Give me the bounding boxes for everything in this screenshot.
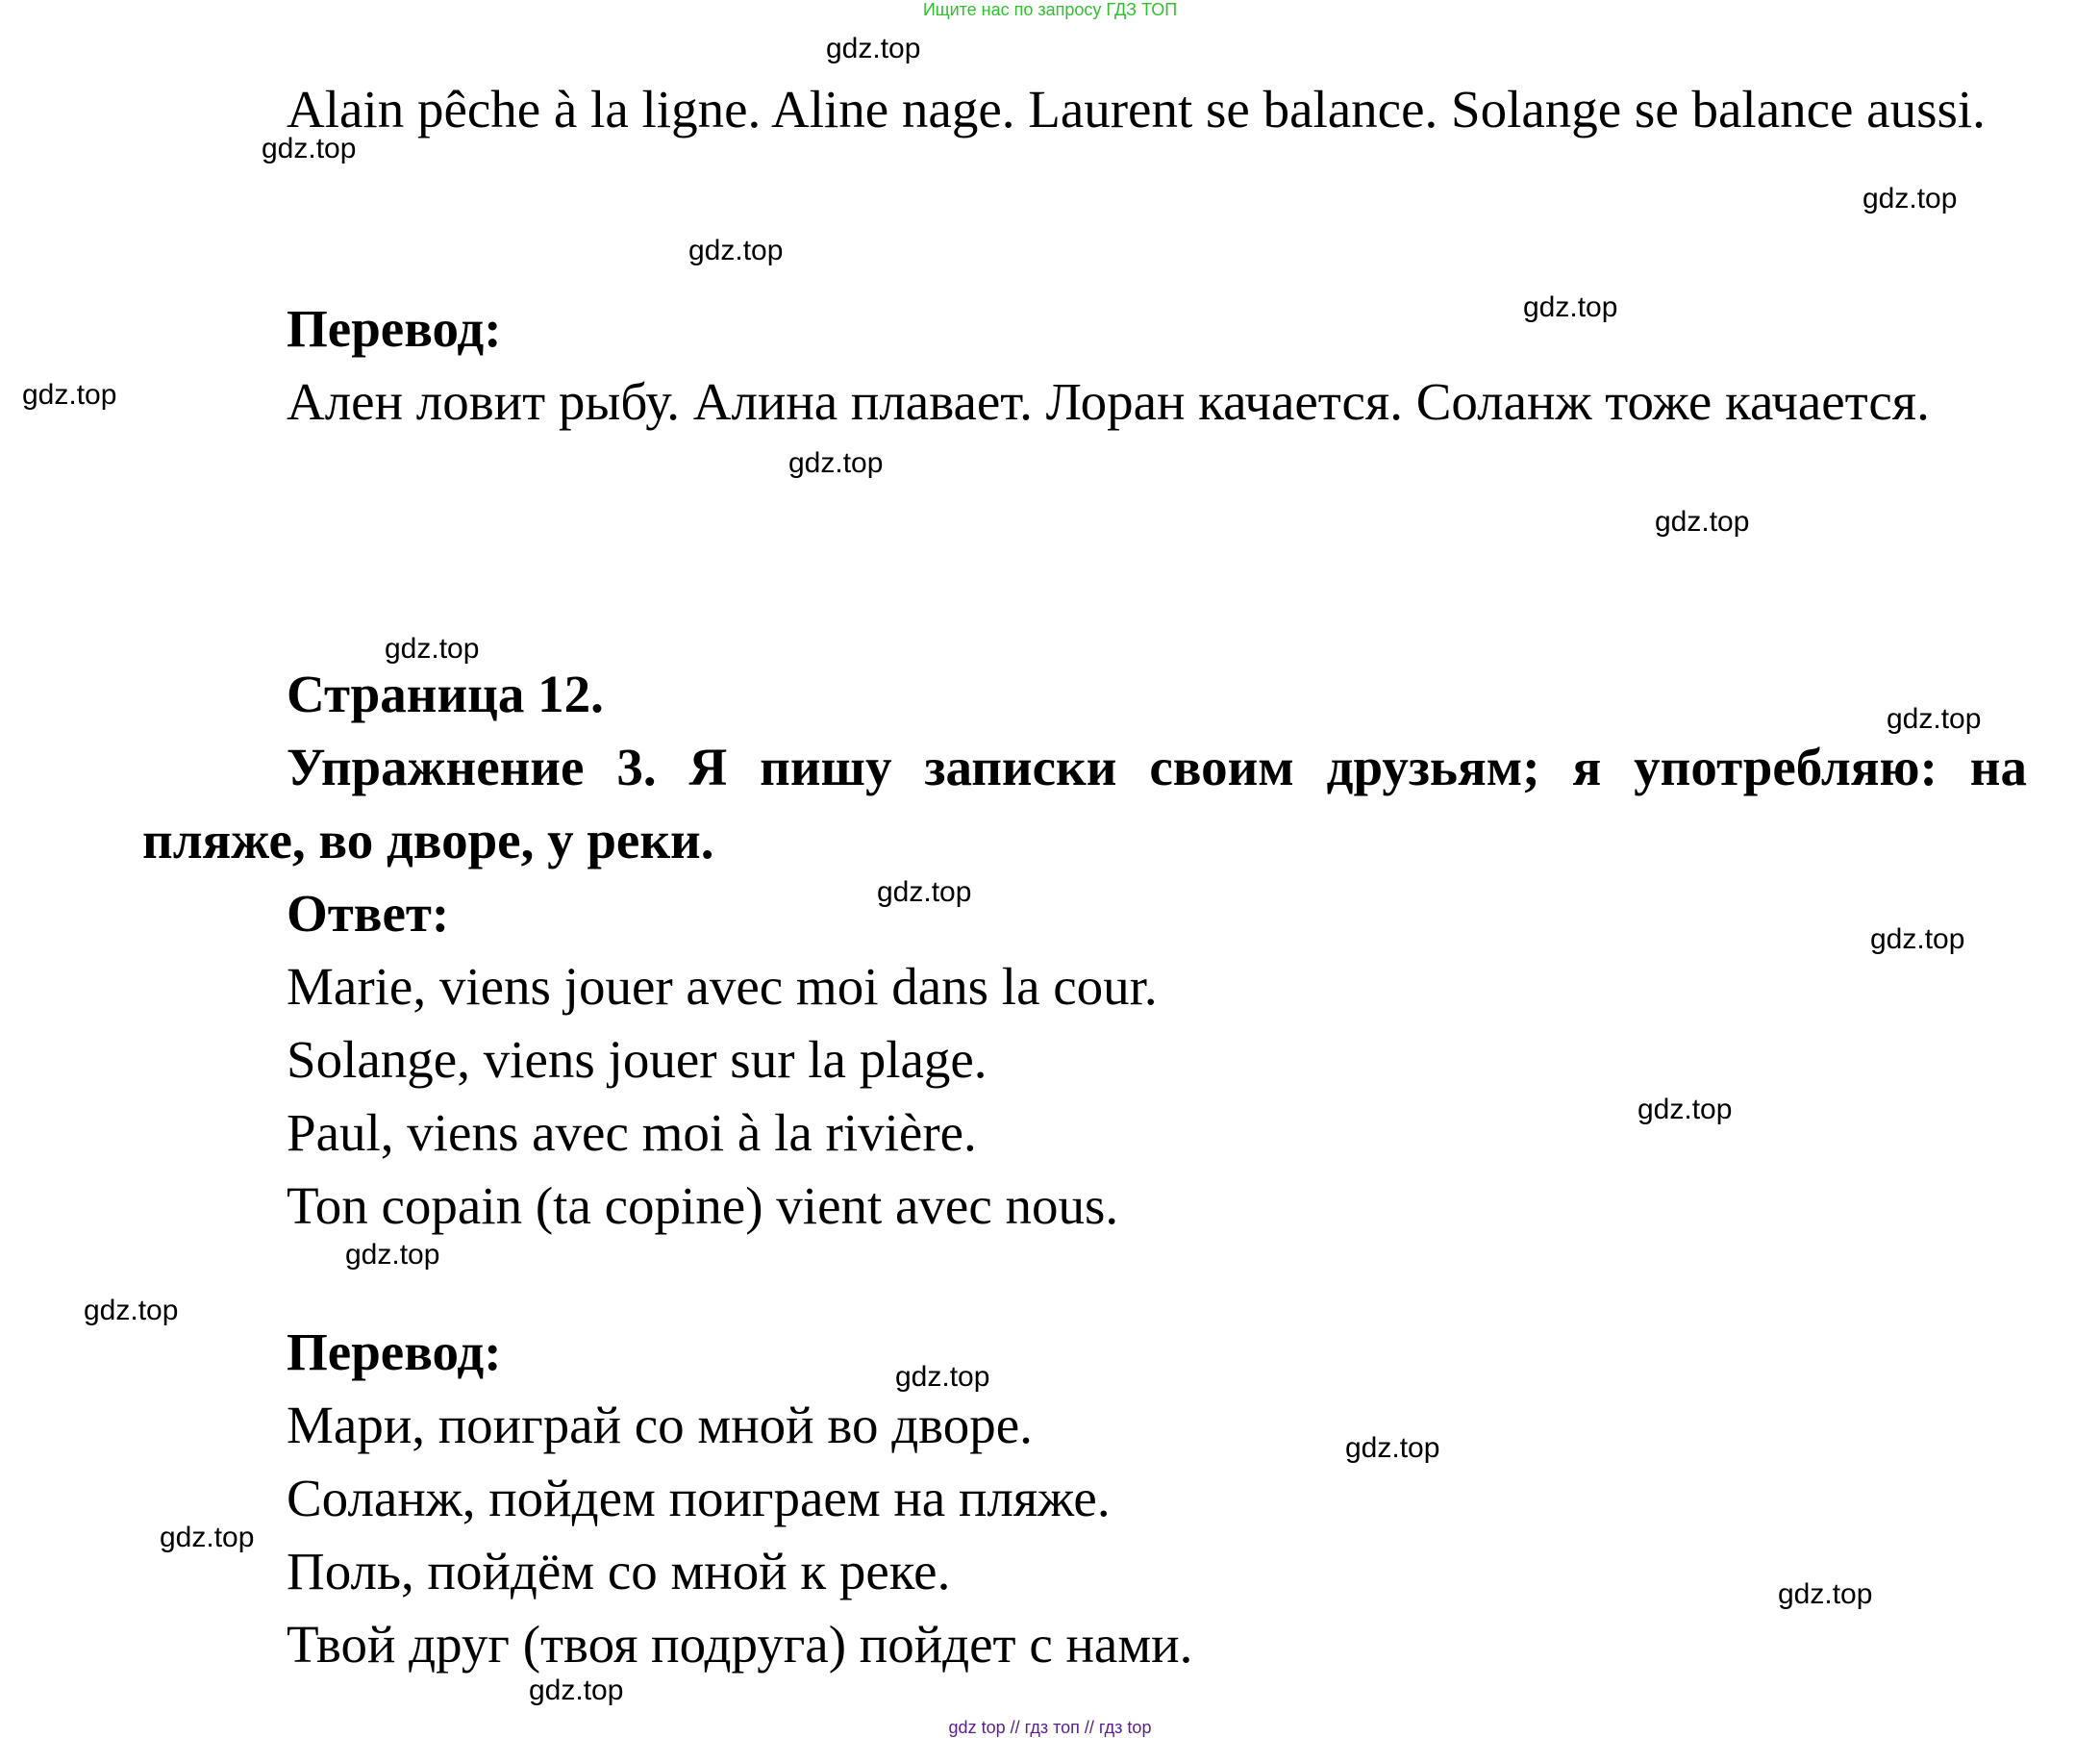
- answer-line: Solange, viens jouer sur la plage.: [287, 1030, 988, 1089]
- watermark: gdz.top: [1778, 1578, 1873, 1610]
- footer-links: gdz top // гдз топ // гдз top: [948, 1718, 1152, 1737]
- watermark: gdz.top: [1523, 291, 1618, 323]
- watermark: gdz.top: [22, 379, 117, 411]
- watermark: gdz.top: [84, 1295, 179, 1326]
- exercise-text: Упражнение 3. Я пишу записки своим друзьям; я употребляю: на пляже, во дворе, у реки.: [142, 738, 2027, 869]
- watermark: gdz.top: [788, 447, 884, 479]
- translation-line: Твой друг (твоя подруга) пойдет с нами.: [287, 1615, 1193, 1674]
- watermark: gdz.top: [1345, 1432, 1440, 1464]
- translation-heading: Перевод:: [287, 299, 502, 358]
- watermark: gdz.top: [877, 876, 972, 908]
- watermark: gdz.top: [1862, 183, 1958, 214]
- translation-paragraph: Ален ловит рыбу. Алина плавает. Лоран качается. Соланж тоже качается.: [287, 372, 1930, 431]
- french-paragraph-block: [142, 73, 2027, 146]
- watermark: gdz.top: [160, 1522, 255, 1553]
- watermark: gdz.top: [1887, 703, 1982, 735]
- top-banner: Ищите нас по запросу ГДЗ ТОП: [922, 0, 1178, 19]
- watermark: gdz.top: [895, 1361, 990, 1393]
- watermark: gdz.top: [1655, 506, 1750, 538]
- translation-line: Поль, пойдём со мной к реке.: [287, 1542, 951, 1600]
- translation-line: Мари, поиграй со мной во дворе.: [287, 1396, 1033, 1454]
- watermark: gdz.top: [385, 633, 480, 665]
- answer-line: Marie, viens jouer avec moi dans la cour.: [287, 957, 1158, 1016]
- watermark: gdz.top: [1870, 923, 1965, 955]
- watermark: gdz.top: [1638, 1094, 1733, 1125]
- watermark: gdz.top: [345, 1239, 440, 1271]
- exercise-block: [142, 658, 2027, 1243]
- translation-block-2: [142, 1316, 2027, 1681]
- translation-block-1: [142, 292, 2027, 439]
- watermark: gdz.top: [262, 133, 357, 164]
- watermark: gdz.top: [688, 235, 784, 266]
- answer-heading: Ответ:: [287, 884, 450, 943]
- french-paragraph: Alain pêche à la ligne. Aline nage. Laurent se balance. Solange se balance aussi.: [287, 80, 1986, 139]
- translation-line: Соланж, пойдем поиграем на пляже.: [287, 1469, 1111, 1527]
- watermark: gdz.top: [826, 33, 921, 64]
- watermark: gdz.top: [529, 1675, 624, 1706]
- answer-line: Paul, viens avec moi à la rivière.: [287, 1103, 977, 1162]
- answer-line: Ton copain (ta copine) vient avec nous.: [287, 1176, 1119, 1235]
- translation-heading-2: Перевод:: [287, 1322, 502, 1381]
- page-heading: Страница 12.: [287, 665, 604, 723]
